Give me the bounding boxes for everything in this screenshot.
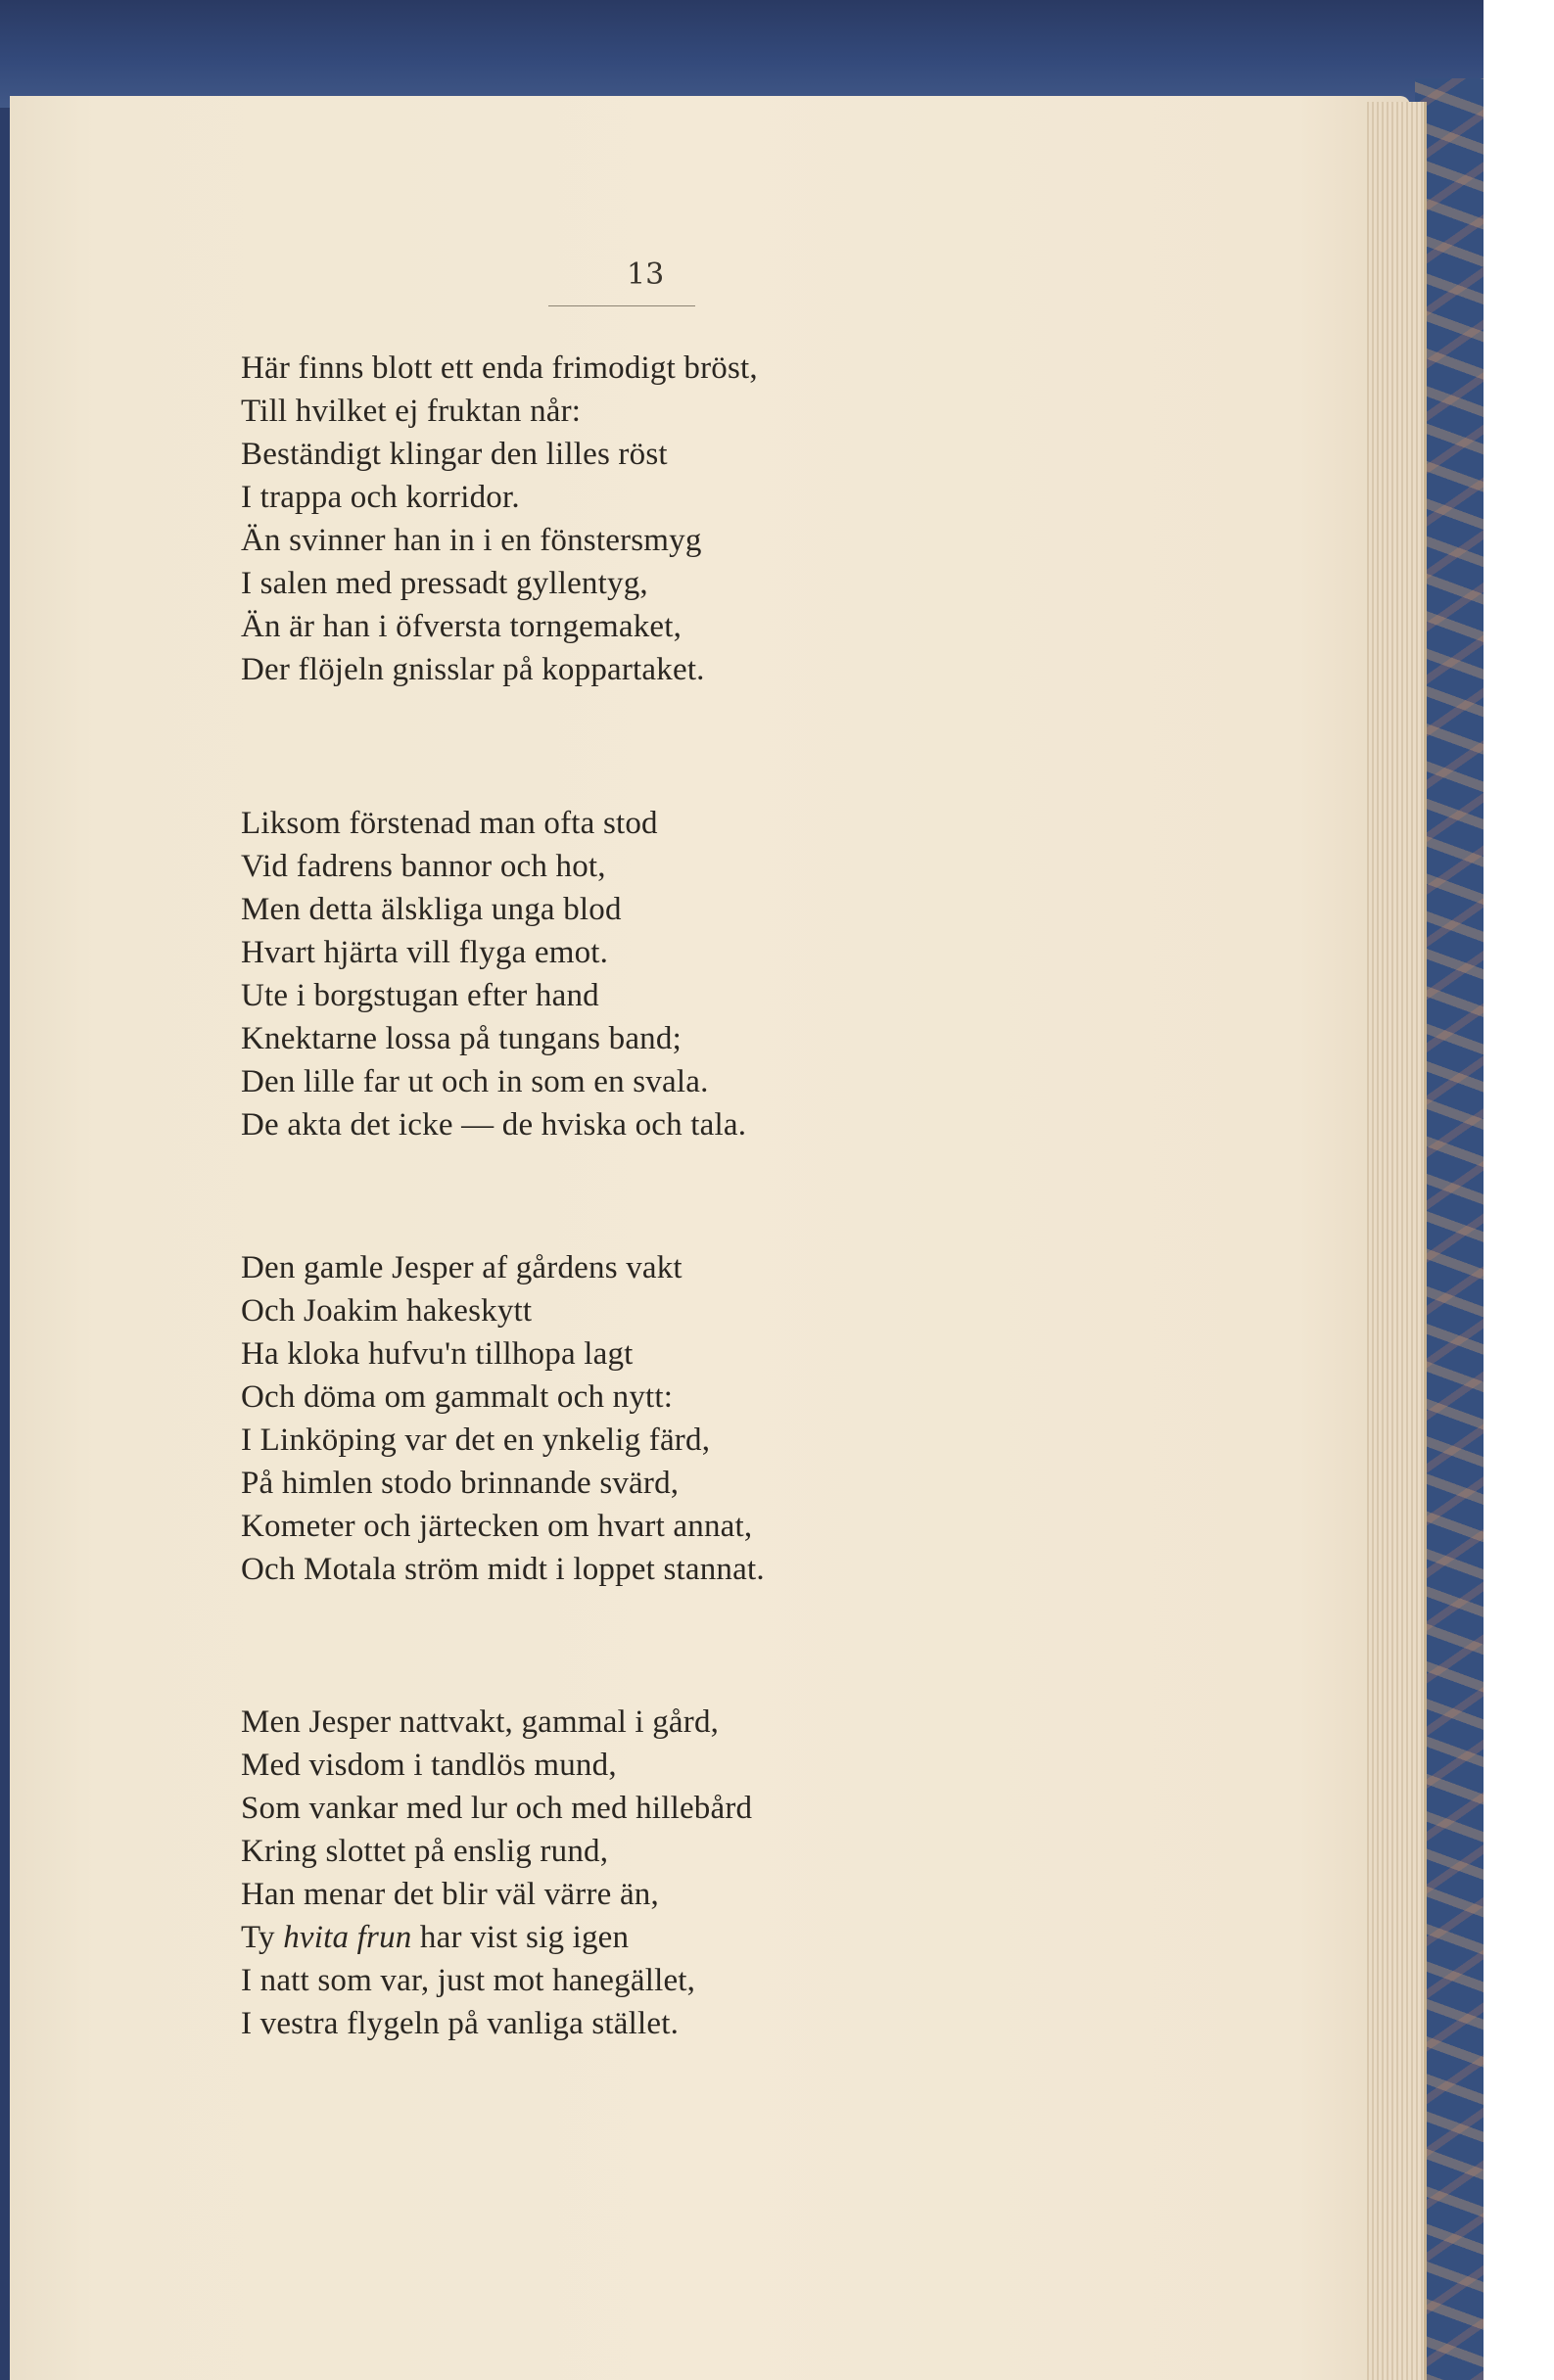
cover-top-edge	[0, 0, 1483, 108]
page-number: 13	[627, 257, 665, 292]
verse-line: Än svinner han in i en fönstersmyg	[241, 523, 702, 558]
verse-line: I Linköping var det en ynkelig färd,	[241, 1423, 711, 1458]
stanza-1	[241, 347, 1044, 691]
verse-line	[241, 1916, 1044, 1959]
verse-line: Han menar det blir väl värre än,	[241, 1877, 659, 1912]
page-block-edge	[1367, 102, 1427, 2380]
verse-text: har vist sig igen	[411, 1920, 630, 1955]
verse-line: I salen med pressadt gyllentyg,	[241, 566, 648, 601]
verse-line: Men Jesper nattvakt, gammal i gård,	[241, 1704, 720, 1740]
verse-line: Ute i borgstugan efter hand	[241, 978, 599, 1013]
stanza-4	[241, 1701, 1044, 2045]
verse-line: Knektarne lossa på tungans band;	[241, 1021, 682, 1056]
verse-line: Som vankar med lur och med hillebård	[241, 1791, 753, 1826]
stanza-2	[241, 802, 1044, 1146]
verse-line: Vid fadrens bannor och hot,	[241, 849, 606, 884]
verse-line: Med visdom i tandlös mund,	[241, 1748, 617, 1783]
verse-line: Än är han i öfversta torngemaket,	[241, 609, 683, 644]
verse-line: I trappa och korridor.	[241, 480, 520, 515]
verse-line: Och döma om gammalt och nytt:	[241, 1379, 674, 1415]
verse-line: Till hvilket ej fruktan når:	[241, 394, 582, 429]
verse-line: Der flöjeln gnisslar på koppartaket.	[241, 652, 705, 687]
stanza-3	[241, 1246, 1044, 1591]
verse-line: I vestra flygeln på vanliga stället.	[241, 2006, 680, 2041]
verse-line: Beständigt klingar den lilles röst	[241, 437, 668, 472]
verse-line: Ha kloka hufvu'n tillhopa lagt	[241, 1336, 634, 1372]
verse-text: Ty	[241, 1920, 284, 1955]
verse-line: I natt som var, just mot hanegället,	[241, 1963, 696, 1998]
verse-line: På himlen stodo brinnande svärd,	[241, 1466, 680, 1501]
page-number-rule	[548, 305, 695, 306]
emphasized-text: hvita frun	[283, 1920, 412, 1955]
verse-line: Hvart hjärta vill flyga emot.	[241, 935, 609, 970]
verse-line: Och Motala ström midt i loppet stannat.	[241, 1552, 765, 1587]
verse-line: Den lille far ut och in som en svala.	[241, 1064, 709, 1099]
verse-line: Den gamle Jesper af gårdens vakt	[241, 1250, 683, 1285]
verse-line: Och Joakim hakeskytt	[241, 1293, 533, 1329]
verse-line: Här finns blott ett enda frimodigt bröst,	[241, 350, 758, 386]
verse-line: Men detta älskliga unga blod	[241, 892, 622, 927]
verse-line: Liksom förstenad man ofta stod	[241, 806, 658, 841]
verse-line: Kometer och järtecken om hvart annat,	[241, 1509, 753, 1544]
verse-line: De akta det icke — de hviska och tala.	[241, 1107, 747, 1143]
verse-line: Kring slottet på enslig rund,	[241, 1834, 609, 1869]
